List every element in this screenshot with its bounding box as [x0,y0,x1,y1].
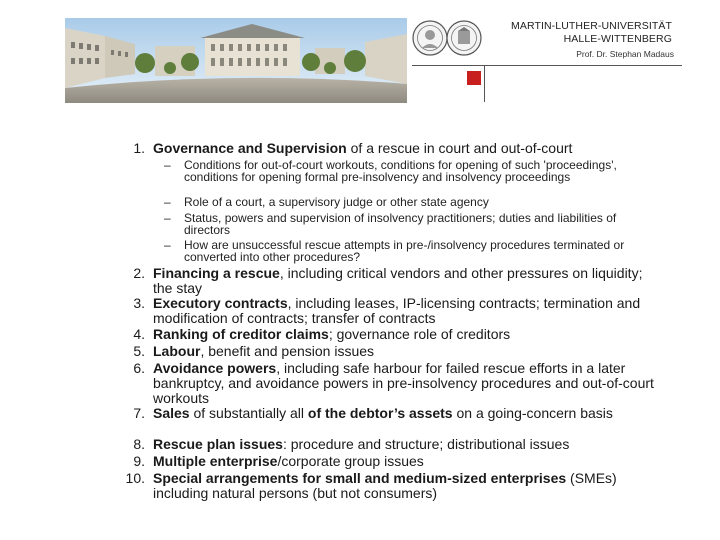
sub-dash: – [164,195,171,209]
list-text-bold: Labour [153,343,201,359]
list-text [153,141,658,156]
list-text-bold-2: of the debtor’s assets [307,405,453,421]
list-text-bold: Ranking of creditor claims [153,326,329,342]
list-text-bold: Rescue plan issues [153,436,283,452]
list-text-bold: Sales [153,405,190,421]
sub-text: Conditions for out-of-court workouts, conditions for opening of such 'proceedings', conditions for opening formal pre-insolvency and insolvency proceedings [184,158,617,184]
list-text [153,344,658,359]
list-number: 2. [133,265,145,281]
list-text [153,327,658,342]
list-text-rest: : procedure and structure; distributional issues [282,436,570,452]
list-text-rest: , including critical vendors and other pressures on liquidity; the stay [153,265,643,296]
list-text-rest: , including leases, IP-licensing contracts; termination and modification of contracts; transfer of contracts [153,295,641,326]
list-number: 5. [133,343,145,359]
list-text [153,471,658,501]
list-text-rest: of substantially all [189,405,308,421]
sub-dash: – [164,238,171,252]
list-number: 9. [133,453,145,469]
list-text [153,296,658,326]
list-number: 10. [125,470,145,486]
list-text [153,454,658,469]
sub-dash: – [164,158,171,172]
list-text-bold: Special arrangements for small and medium-sized enterprises [153,470,567,486]
list-text-rest-2: on a going-concern basis [452,405,613,421]
sub-text: Status, powers and supervision of insolvency practitioners; duties and liabilities of directors [184,211,617,237]
list-text-rest: ; governance role of creditors [328,326,511,342]
list-number: 1. [133,140,145,156]
professor-name: Prof. Dr. Stephan Madaus [576,49,674,59]
list-text-bold: Avoidance powers [153,360,277,376]
sub-text: Role of a court, a supervisory judge or other state agency [184,195,489,209]
list-text-rest: /corporate group issues [277,453,424,469]
list-number: 8. [133,436,145,452]
list-number: 6. [133,360,145,376]
list-text-bold: Financing a rescue [153,265,280,281]
list-text [153,266,658,296]
sub-text: How are unsuccessful rescue attempts in pre-/insolvency procedures terminated or converted into other procedures? [184,238,625,264]
sub-dash: – [164,211,171,225]
list-text-rest: of a rescue in court and out-of-court [346,140,573,156]
list-text-bold: Executory contracts [153,295,288,311]
list-number: 7. [133,405,145,421]
list-number: 4. [133,326,145,342]
list-text [153,437,658,452]
university-name-line2: HALLE-WITTENBERG [563,33,672,45]
list-number: 3. [133,295,145,311]
list-text-rest: (SMEs) including natural persons (but not consumers) [153,470,617,501]
university-name-line1: MARTIN-LUTHER-UNIVERSITÄT [511,20,672,32]
list-text [153,361,658,406]
list-text-bold: Governance and Supervision [153,140,347,156]
list-text-rest: , including safe harbour for failed rescue efforts in a later bankruptcy, and avoidance powers in pre-insolvency procedures and out-of-court workouts [153,360,654,406]
list-text [153,406,658,421]
list-text-bold: Multiple enterprise [153,453,278,469]
list-text-rest: , benefit and pension issues [200,343,375,359]
